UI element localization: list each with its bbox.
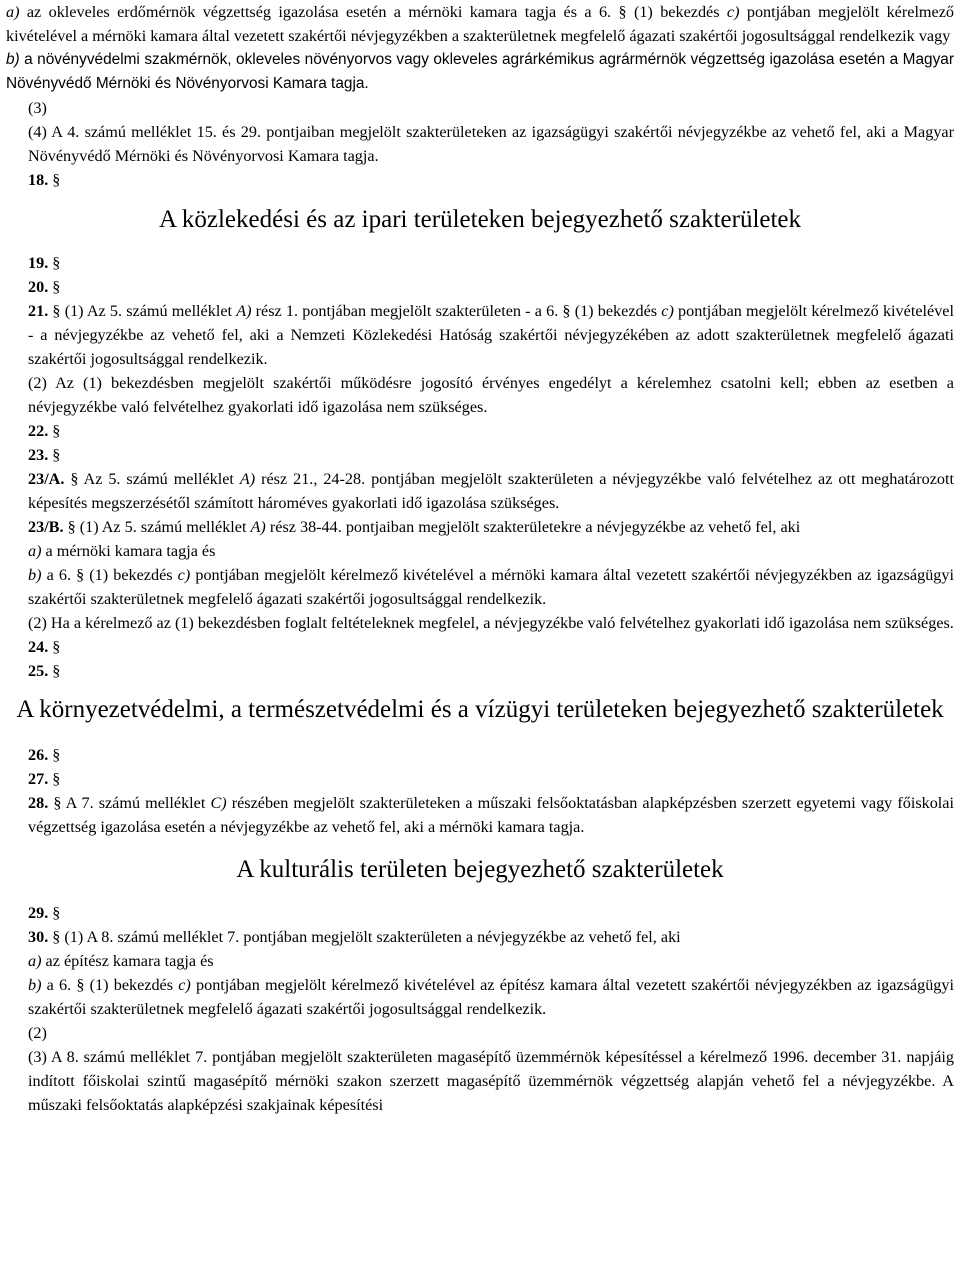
list-item: b) a 6. § (1) bekezdés c) pontjában megjelölt kérelmező kivételével a mérnöki kamara által vezetett szakértői névjegyzékben az igazságügyi szakértői szakterületnek megfelelő ágazati szakértői jogosultsággal rendelkezik. xyxy=(28,566,954,608)
paragraph: 23/B. § (1) Az 5. számú melléklet A) rész 38-44. pontjaiban megjelölt szakterületekre a névjegyzékbe az vehető fel, aki xyxy=(28,518,801,536)
paragraph: (2) xyxy=(28,1024,47,1042)
section-heading: A környezetvédelmi, a természetvédelmi és a vízügyi területeken bejegyezhető szakterületek xyxy=(16,696,944,723)
section-number: 19. § xyxy=(28,254,61,272)
paragraph: (4) A 4. számú melléklet 15. és 29. pontjaiban megjelölt szakterületeken az igazságügyi szakértői névjegyzékbe az vehető fel, aki a Magyar Növényvédő Mérnöki és Növényorvosi Kamara tagja. xyxy=(28,123,954,165)
section-number: 20. § xyxy=(28,278,61,296)
section-heading: A közlekedési és az ipari területeken bejegyezhető szakterületek xyxy=(158,206,802,233)
paragraph: 30. § (1) A 8. számú melléklet 7. pontjában megjelölt szakterületen a névjegyzékbe az vehető fel, aki xyxy=(28,928,681,946)
section-number: 18. § xyxy=(28,171,61,189)
list-item: b) a 6. § (1) bekezdés c) pontjában megjelölt kérelmező kivételével az építész kamara által vezetett szakértői névjegyzékben az igazságügyi szakértői szakterületnek megfelelő ágazati szakértői jogosultsággal rendelkezik. xyxy=(28,976,954,1018)
section-number: 23. § xyxy=(28,446,61,464)
section-heading: A kulturális területen bejegyezhető szakterületek xyxy=(236,856,724,883)
paragraph: 28. § A 7. számú melléklet C) részében megjelölt szakterületeken a műszaki felsőoktatásban alapképzésben szerzett egyetemi vagy főiskolai végzettség igazolása esetén a névjegyzékbe az vehető fel, aki a mérnöki kamara tagja. xyxy=(28,794,954,836)
paragraph: (2) Az (1) bekezdésben megjelölt szakértői működésre jogosító érvényes engedélyt a kérelemhez csatolni kell; ebben az esetben a névjegyzékbe való felvételhez gyakorlati idő igazolása nem szükséges. xyxy=(28,374,954,416)
section-number: 25. § xyxy=(28,662,61,680)
section-number: 26. § xyxy=(28,746,61,764)
list-item: a) az építész kamara tagja és xyxy=(28,952,214,970)
paragraph: (3) xyxy=(28,99,47,117)
paragraph: a) az okleveles erdőmérnök végzettség igazolása esetén a mérnöki kamara tagja és a 6. § (1) bekezdés c) pontjában megjelölt kérelmező kivételével a mérnöki kamara által vezetett szakértői névjegyzékben a szakterületnek megfelelő ágazati szakértői jogosultsággal rendelkezik vagy xyxy=(6,3,954,45)
section-number: 27. § xyxy=(28,770,61,788)
section-number: 24. § xyxy=(28,638,61,656)
paragraph: 23/A. § Az 5. számú melléklet A) rész 21., 24-28. pontjában megjelölt szakterületen a névjegyzékbe való felvételhez az ott meghatározott képesítés megszerzésétől számított hároméves gyakorlati idő igazolása szükséges. xyxy=(28,470,954,512)
paragraph: 21. § (1) Az 5. számú melléklet A) rész 1. pontjában megjelölt szakterületen - a 6. § (1) bekezdés c) pontjában megjelölt kérelmező kivételével - a névjegyzékbe az vehető fel, aki a Nemzeti Közlekedési Hatóság szakértői névjegyzékében az adott szakterületnek megfelelő ágazati szakértői jogosultsággal rendelkezik. xyxy=(28,302,954,368)
paragraph: b) a növényvédelmi szakmérnök, okleveles növényorvos vagy okleveles agrárkémikus agrármérnök végzettség igazolása esetén a Magyar Növényvédő Mérnöki és Növényorvosi Kamara tagja. xyxy=(6,51,954,92)
paragraph: (3) A 8. számú melléklet 7. pontjában megjelölt szakterületen magasépítő üzemmérnök képesítéssel a kérelmező 1996. december 31. napjáig indított főiskolai szintű magasépítő mérnöki szakon szerzett magasépítő üzemmérnök végzettség alapján vehető fel a névjegyzékbe. A műszaki felsőoktatás alapképzési szakjainak képesítési xyxy=(28,1048,954,1114)
list-item: a) a mérnöki kamara tagja és xyxy=(28,542,216,560)
section-number: 22. § xyxy=(28,422,61,440)
paragraph: (2) Ha a kérelmező az (1) bekezdésben foglalt feltételeknek megfelel, a névjegyzékbe való felvételhez gyakorlati idő igazolása nem szükséges. xyxy=(28,614,954,632)
section-number: 29. § xyxy=(28,904,61,922)
